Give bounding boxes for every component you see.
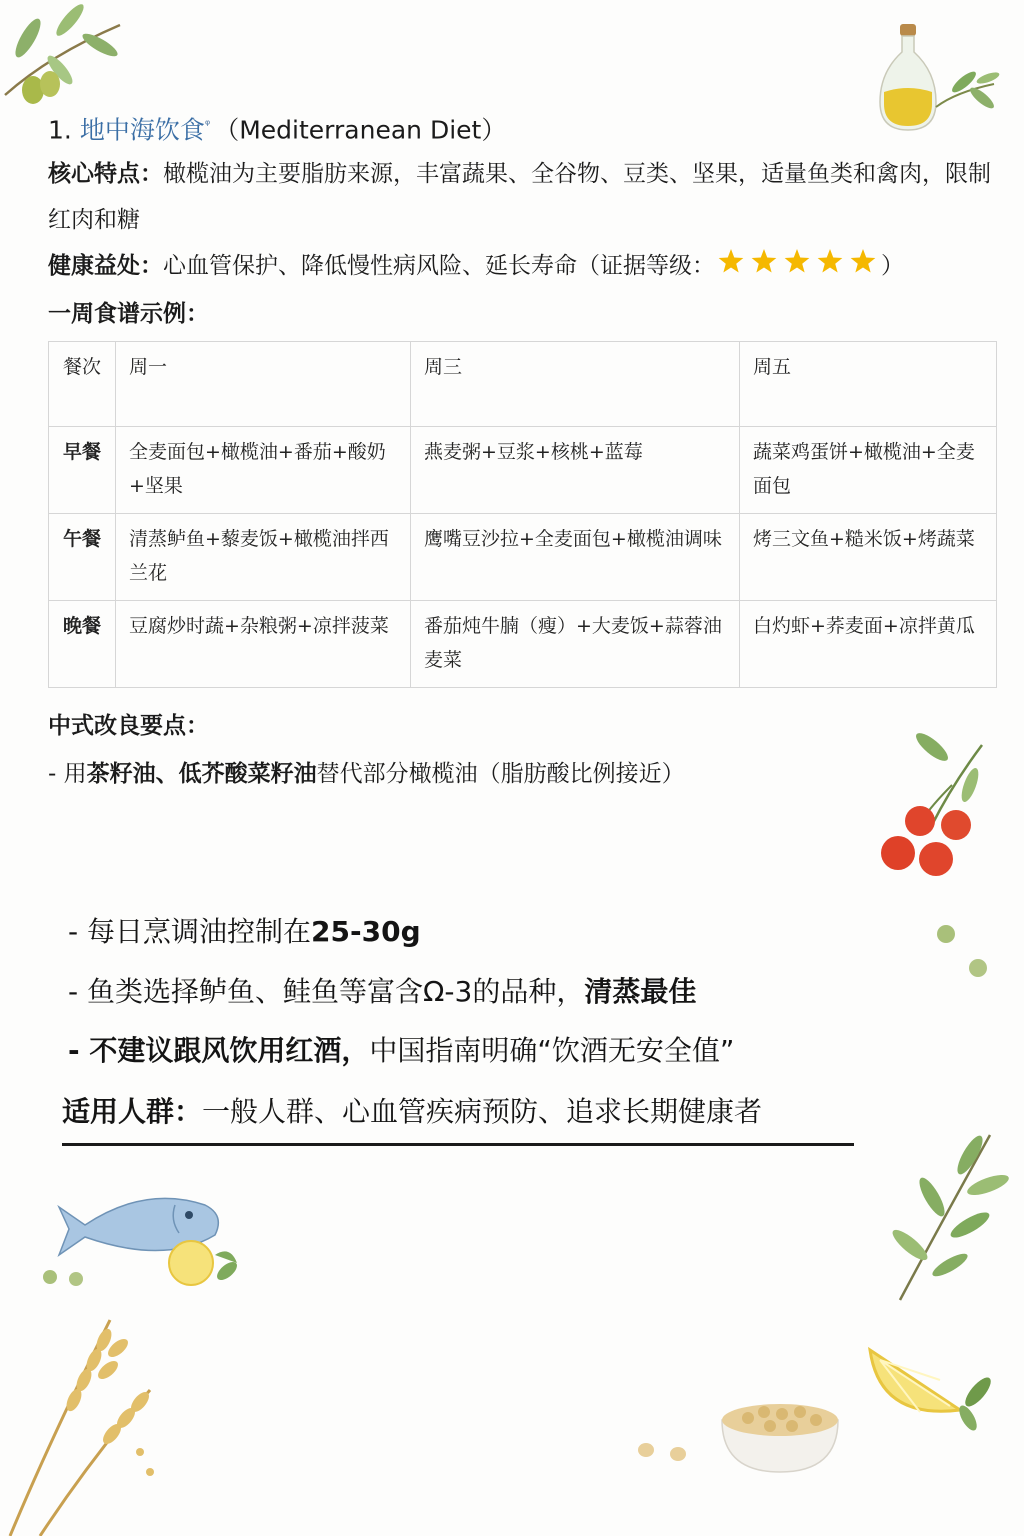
tip-red-wine bbox=[68, 1031, 734, 1071]
olive-branch-icon bbox=[0, 0, 130, 115]
olive-leaf-branch-icon bbox=[870, 1125, 1010, 1305]
menu-cell: 鹰嘴豆沙拉+全麦面包+橄榄油调味 bbox=[411, 514, 740, 601]
improvement-line-1 bbox=[48, 751, 992, 797]
pea-icon bbox=[930, 922, 1000, 982]
improvement-heading: 中式改良要点： bbox=[48, 713, 209, 739]
table-row-dinner bbox=[49, 601, 997, 688]
diet-name-link[interactable]: 地中海饮食 bbox=[79, 115, 205, 145]
menu-cell: 烤三文鱼+糙米饭+烤蔬菜 bbox=[740, 514, 997, 601]
search-icon[interactable]: ᵠ bbox=[204, 118, 211, 133]
header-meal-cell: 餐次 bbox=[49, 342, 116, 427]
tip-oil-amount bbox=[68, 912, 421, 952]
core-features-text: 橄榄油为主要脂肪来源，丰富蔬果、全谷物、豆类、坚果，适量鱼类和禽肉，限制红肉和糖 bbox=[48, 161, 991, 233]
header-day-cell: 周五 bbox=[740, 342, 997, 427]
menu-cell: 豆腐炒时蔬+杂粮粥+凉拌菠菜 bbox=[116, 601, 411, 688]
health-benefits-label: 健康益处： bbox=[48, 253, 163, 279]
table-row-breakfast bbox=[49, 427, 997, 514]
wheat-icon bbox=[0, 1300, 160, 1536]
title-english: （Mediterranean Diet） bbox=[214, 115, 507, 145]
health-benefits-paragraph bbox=[48, 243, 992, 289]
underline-divider bbox=[62, 1143, 854, 1146]
improvement-line-rest: 替代部分橄榄油（脂肪酸比例接近） bbox=[316, 761, 685, 787]
header-day-cell: 周三 bbox=[411, 342, 740, 427]
header-day-cell: 周一 bbox=[116, 342, 411, 427]
pea-icon bbox=[40, 1265, 100, 1290]
menu-cell: 蔬菜鸡蛋饼+橄榄油+全麦面包 bbox=[740, 427, 997, 514]
tip-fish-choice bbox=[68, 972, 696, 1012]
tip-wine-bold: - 不建议跟风饮用红酒， bbox=[68, 1034, 370, 1067]
meal-name-cell: 晚餐 bbox=[49, 601, 116, 688]
suitable-population bbox=[62, 1092, 762, 1132]
lemon-slice-icon bbox=[860, 1340, 1000, 1440]
star-icon bbox=[719, 249, 744, 273]
improvement-line-bold: 茶籽油、低芥酸菜籽油 bbox=[86, 761, 317, 787]
menu-cell: 番茄炖牛腩（瘦）+大麦饭+蒜蓉油麦菜 bbox=[411, 601, 740, 688]
olive-oil-bottle-icon bbox=[876, 22, 1006, 137]
table-header-row bbox=[49, 342, 997, 427]
tip-fish-prefix: - 鱼类选择鲈鱼、鲑鱼等富含Ω-3的品种， bbox=[68, 975, 585, 1008]
tip-oil-prefix: - 每日烹调油控制在 bbox=[68, 915, 312, 948]
tip-fish-bold: 清蒸最佳 bbox=[584, 975, 697, 1008]
menu-cell: 清蒸鲈鱼+藜麦饭+橄榄油拌西兰花 bbox=[116, 514, 411, 601]
title-number: 1. bbox=[48, 115, 72, 145]
menu-cell: 白灼虾+荞麦面+凉拌黄瓜 bbox=[740, 601, 997, 688]
meal-name-cell: 午餐 bbox=[49, 514, 116, 601]
health-benefits-text: 心血管保护、降低慢性病风险、延长寿命（证据等级： bbox=[163, 253, 715, 279]
core-features-label: 核心特点： bbox=[48, 161, 163, 187]
star-icon bbox=[752, 249, 777, 273]
star-icon bbox=[818, 249, 843, 273]
health-benefits-close: ） bbox=[881, 253, 904, 279]
menu-cell: 全麦面包+橄榄油+番茄+酸奶+坚果 bbox=[116, 427, 411, 514]
menu-cell: 燕麦粥+豆浆+核桃+蓝莓 bbox=[411, 427, 740, 514]
meal-name-cell: 早餐 bbox=[49, 427, 116, 514]
tip-wine-rest: 中国指南明确“饮酒无安全值” bbox=[369, 1034, 735, 1067]
star-icon bbox=[785, 249, 810, 273]
suitable-population-text: 一般人群、心血管疾病预防、追求长期健康者 bbox=[202, 1095, 763, 1128]
table-row-lunch bbox=[49, 514, 997, 601]
tip-oil-bold: 25-30g bbox=[311, 915, 421, 948]
chickpea-bowl-icon bbox=[630, 1380, 850, 1480]
section-title bbox=[48, 108, 506, 148]
core-features-paragraph bbox=[48, 151, 992, 243]
improvement-line-prefix: - 用 bbox=[48, 761, 87, 787]
cherry-tomato-branch-icon bbox=[872, 725, 992, 885]
suitable-population-label: 适用人群： bbox=[62, 1095, 203, 1128]
weekly-menu-heading: 一周食谱示例： bbox=[48, 301, 209, 327]
weekly-menu-table bbox=[48, 341, 997, 688]
star-icon bbox=[851, 249, 876, 273]
evidence-rating-stars-icon bbox=[717, 248, 879, 276]
